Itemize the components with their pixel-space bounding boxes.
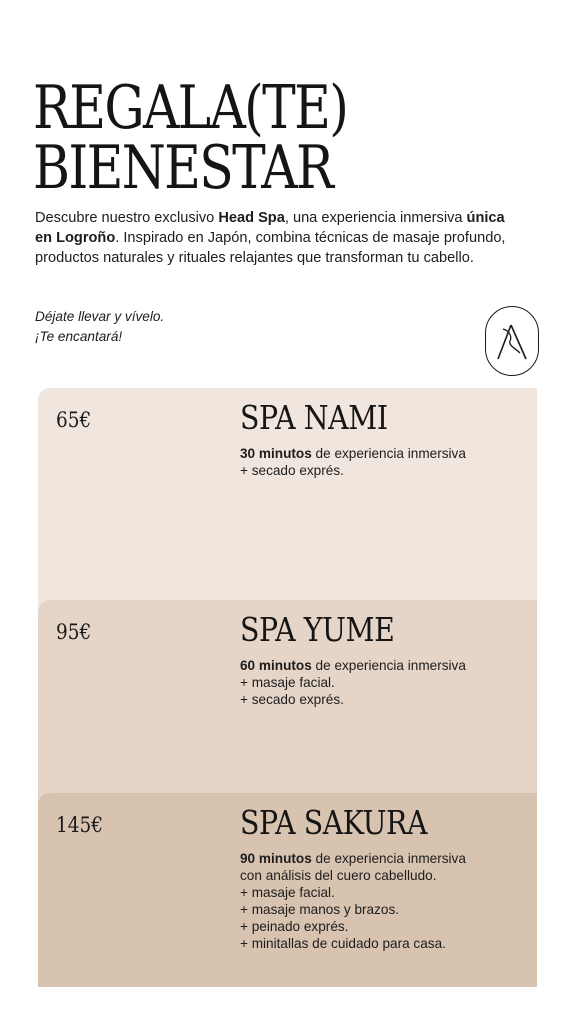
service-duration-suffix: de experiencia inmersiva [311,658,466,673]
service-description [240,445,530,479]
intro-text-2: , una experiencia inmersiva [284,210,467,226]
service-card-sakura [38,793,537,987]
monogram-a-icon [486,307,540,377]
service-extra: + minitallas de cuidado para casa. [240,936,446,951]
service-duration-suffix: de experiencia inmersiva [311,446,466,461]
service-name: SPA YUME [240,610,395,649]
service-duration: 90 minutos [240,851,312,866]
intro-text-3: . Inspirado en Japón, combina técnicas de masaje profundo, productos naturales y rituales relajantes que transforman tu cabello. [35,230,506,266]
service-card-yume [38,600,537,807]
service-duration-line [240,657,530,674]
service-duration-suffix: de experiencia inmersiva [311,851,466,866]
service-extra: + masaje facial. [240,675,335,690]
intro-bold-location: única en Logroño [35,210,505,246]
service-name: SPA SAKURA [240,803,428,842]
service-extra: + peinado exprés. [240,919,349,934]
service-price: 95€ [56,620,92,644]
service-name: SPA NAMI [240,398,388,437]
tagline-line-2: ¡Te encantará! [35,329,123,344]
page-title [33,73,348,203]
service-extra: + masaje manos y brazos. [240,902,400,917]
intro-paragraph [35,208,525,268]
service-card-nami [38,388,537,614]
title-line-1: REGALA(TE) [33,73,348,143]
service-extra: con análisis del cuero cabelludo. [240,868,437,883]
service-description [240,850,530,952]
title-line-2: BIENESTAR [33,133,333,203]
service-duration: 30 minutos [240,446,312,461]
brand-logo [485,306,539,376]
service-price: 145€ [56,813,104,837]
intro-text-1: Descubre nuestro exclusivo [35,210,219,226]
service-duration: 60 minutos [240,658,312,673]
service-extra: + secado exprés. [240,463,344,478]
tagline-line-1: Déjate llevar y vívelo. [35,309,165,324]
service-duration-line [240,850,530,867]
service-duration-line [240,445,530,462]
service-description [240,657,530,708]
service-extra: + secado exprés. [240,692,344,707]
tagline [35,307,164,347]
service-extra: + masaje facial. [240,885,335,900]
service-price: 65€ [56,408,92,432]
intro-bold-head-spa: Head Spa [218,210,285,226]
